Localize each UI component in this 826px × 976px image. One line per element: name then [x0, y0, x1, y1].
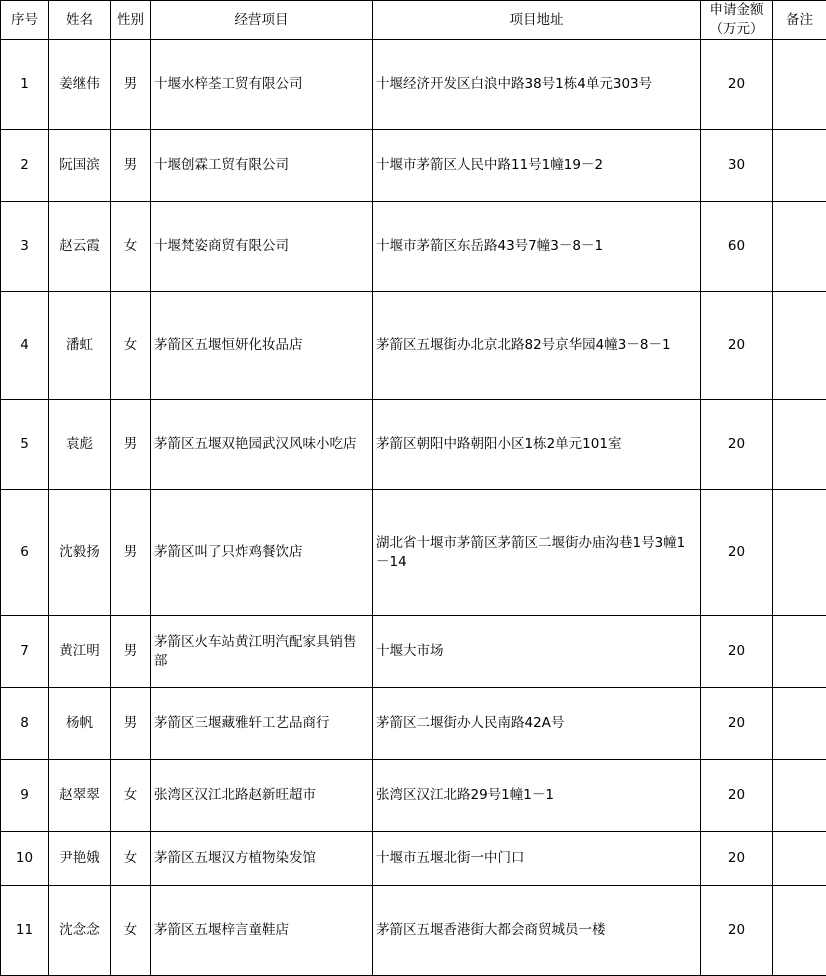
cell-address: 十堰市五堰北街一中门口 — [373, 832, 701, 886]
cell-remark — [773, 832, 826, 886]
cell-project: 茅箭区火车站黄江明汽配家具销售部 — [151, 616, 373, 688]
cell-address: 茅箭区五堰香港街大都会商贸城员一楼 — [373, 886, 701, 976]
cell-index: 3 — [1, 202, 49, 292]
cell-name: 阮国滨 — [49, 130, 111, 202]
table-row — [1, 202, 826, 292]
cell-project: 十堰创霖工贸有限公司 — [151, 130, 373, 202]
cell-amount: 20 — [701, 490, 773, 616]
cell-remark — [773, 202, 826, 292]
cell-project: 茅箭区五堰汉方植物染发馆 — [151, 832, 373, 886]
cell-project: 十堰水梓荃工贸有限公司 — [151, 40, 373, 130]
cell-name: 赵云霞 — [49, 202, 111, 292]
cell-remark — [773, 886, 826, 976]
cell-remark — [773, 292, 826, 400]
header-name: 姓名 — [49, 1, 111, 40]
cell-name: 沈毅扬 — [49, 490, 111, 616]
cell-address: 茅箭区二堰街办人民南路42A号 — [373, 688, 701, 760]
cell-address: 茅箭区朝阳中路朝阳小区1栋2单元101室 — [373, 400, 701, 490]
cell-index: 5 — [1, 400, 49, 490]
header-address: 项目地址 — [373, 1, 701, 40]
header-gender: 性别 — [111, 1, 151, 40]
cell-amount: 20 — [701, 688, 773, 760]
header-amount-line1: 申请金额 — [709, 2, 764, 18]
cell-index: 11 — [1, 886, 49, 976]
cell-remark — [773, 400, 826, 490]
cell-index: 1 — [1, 40, 49, 130]
cell-index: 2 — [1, 130, 49, 202]
cell-amount: 30 — [701, 130, 773, 202]
cell-gender: 女 — [111, 886, 151, 976]
table-row — [1, 130, 826, 202]
cell-name: 潘虹 — [49, 292, 111, 400]
cell-project: 茅箭区三堰藏雅轩工艺品商行 — [151, 688, 373, 760]
cell-index: 8 — [1, 688, 49, 760]
cell-address: 十堰市茅箭区东岳路43号7幢3－8－1 — [373, 202, 701, 292]
cell-remark — [773, 616, 826, 688]
header-remark: 备注 — [773, 1, 826, 40]
table-row — [1, 490, 826, 616]
cell-project: 茅箭区叫了只炸鸡餐饮店 — [151, 490, 373, 616]
cell-remark — [773, 130, 826, 202]
cell-address: 张湾区汉江北路29号1幢1－1 — [373, 760, 701, 832]
cell-project: 茅箭区五堰梓言童鞋店 — [151, 886, 373, 976]
cell-name: 沈念念 — [49, 886, 111, 976]
cell-name: 黄江明 — [49, 616, 111, 688]
cell-gender: 男 — [111, 616, 151, 688]
table-row — [1, 688, 826, 760]
cell-address: 茅箭区五堰街办北京北路82号京华园4幢3－8－1 — [373, 292, 701, 400]
cell-amount: 20 — [701, 40, 773, 130]
cell-amount: 20 — [701, 292, 773, 400]
cell-amount: 20 — [701, 760, 773, 832]
cell-gender: 男 — [111, 688, 151, 760]
cell-gender: 男 — [111, 130, 151, 202]
cell-amount: 20 — [701, 832, 773, 886]
table-row — [1, 616, 826, 688]
header-row — [1, 1, 826, 40]
cell-index: 9 — [1, 760, 49, 832]
table-row — [1, 832, 826, 886]
cell-amount: 20 — [701, 400, 773, 490]
cell-gender: 女 — [111, 760, 151, 832]
cell-gender: 男 — [111, 490, 151, 616]
cell-amount: 60 — [701, 202, 773, 292]
cell-address: 十堰大市场 — [373, 616, 701, 688]
cell-remark — [773, 760, 826, 832]
table-row — [1, 40, 826, 130]
cell-project: 茅箭区五堰双艳园武汉风味小吃店 — [151, 400, 373, 490]
cell-name: 袁彪 — [49, 400, 111, 490]
cell-gender: 女 — [111, 292, 151, 400]
cell-project: 张湾区汉江北路赵新旺超市 — [151, 760, 373, 832]
cell-address: 十堰经济开发区白浪中路38号1栋4单元303号 — [373, 40, 701, 130]
cell-name: 姜继伟 — [49, 40, 111, 130]
cell-name: 杨帆 — [49, 688, 111, 760]
cell-index: 4 — [1, 292, 49, 400]
cell-project: 十堰梵姿商贸有限公司 — [151, 202, 373, 292]
cell-amount: 20 — [701, 616, 773, 688]
cell-gender: 男 — [111, 400, 151, 490]
header-index: 序号 — [1, 1, 49, 40]
cell-amount: 20 — [701, 886, 773, 976]
cell-remark — [773, 490, 826, 616]
header-amount — [701, 1, 773, 40]
cell-address: 湖北省十堰市茅箭区茅箭区二堰街办庙沟巷1号3幢1－14 — [373, 490, 701, 616]
table-row — [1, 292, 826, 400]
table-row — [1, 400, 826, 490]
cell-gender: 女 — [111, 202, 151, 292]
header-project: 经营项目 — [151, 1, 373, 40]
table-row — [1, 886, 826, 976]
cell-address: 十堰市茅箭区人民中路11号1幢19－2 — [373, 130, 701, 202]
cell-remark — [773, 40, 826, 130]
cell-project: 茅箭区五堰恒妍化妆品店 — [151, 292, 373, 400]
table-body — [1, 40, 826, 976]
cell-gender: 男 — [111, 40, 151, 130]
cell-index: 10 — [1, 832, 49, 886]
header-amount-line2: （万元） — [709, 21, 764, 37]
cell-gender: 女 — [111, 832, 151, 886]
cell-name: 尹艳娥 — [49, 832, 111, 886]
cell-index: 6 — [1, 490, 49, 616]
cell-remark — [773, 688, 826, 760]
cell-index: 7 — [1, 616, 49, 688]
cell-name: 赵翠翠 — [49, 760, 111, 832]
table-row — [1, 760, 826, 832]
